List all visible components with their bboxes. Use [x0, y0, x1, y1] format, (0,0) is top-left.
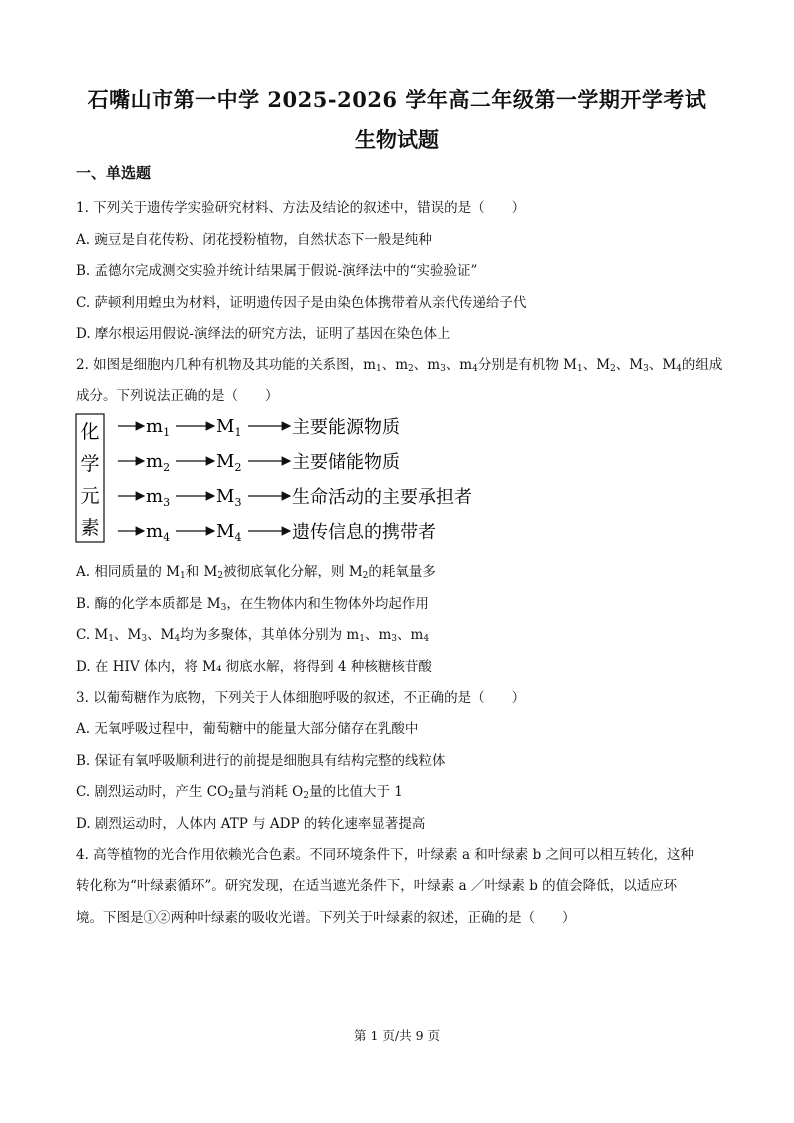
page-number: 第 1 页/共 9 页	[353, 1028, 440, 1043]
q4-stem-line1: 4. 高等植物的光合作用依赖光合色素。不同环境条件下，叶绿素 a 和叶绿素 b 之间可以相互转化，这种	[76, 847, 695, 863]
box-char-2: 学	[80, 453, 100, 475]
monomer-label: $m_3$	[146, 486, 171, 509]
polymer-label: $M_3$	[216, 486, 242, 509]
q4-stem-line2: 转化称为“叶绿素循环”。研究发现，在适当遮光条件下，叶绿素 a ／叶绿素 b 的值会降低，以适应环	[76, 878, 678, 894]
polymer-label: $M_2$	[216, 451, 242, 474]
q3-option-d: D. 剧烈运动时，人体内 ATP 与 ADP 的转化速率显著提高	[76, 816, 426, 832]
function-label: 遗传信息的携带者	[292, 522, 436, 543]
q1-option-d: D. 摩尔根运用假说-演绎法的研究方法，证明了基因在染色体上	[76, 326, 451, 342]
q2-option-a: A. 相同质量的 $M_1$和 $M_2$被彻底氧化分解，则 $M_2$的耗氧量多	[76, 564, 436, 581]
exam-title: 石嘴山市第一中学 2025-2026 学年高二年级第一学期开学考试	[87, 87, 707, 112]
box-char-1: 化	[80, 421, 100, 443]
q2-option-c: C. $M_1$、$M_3$、$M_4$均为多聚体，其单体分别为 $m_1$、$m_3$、$m_4$	[76, 627, 430, 644]
q2-stem-line2: 成分。下列说法正确的是（ ）	[76, 388, 279, 404]
exam-subtitle: 生物试题	[355, 127, 439, 152]
monomer-label: $m_1$	[146, 416, 171, 439]
q1-option-b: B. 孟德尔完成测交实验并统计结果属于假说-演绎法中的“实验验证”	[76, 263, 478, 279]
q2-diagram	[70, 408, 530, 548]
q3-option-b: B. 保证有氧呼吸顺利进行的前提是细胞具有结构完整的线粒体	[76, 753, 446, 769]
q1-option-c: C. 萨顿利用蝗虫为材料，证明遗传因子是由染色体携带着从亲代传递给子代	[76, 295, 527, 311]
box-char-3: 元	[80, 485, 100, 507]
monomer-label: $m_4$	[146, 521, 171, 544]
polymer-label: $M_4$	[216, 521, 242, 544]
q1-stem: 1. 下列关于遗传学实验研究材料、方法及结论的叙述中，错误的是（ ）	[76, 200, 526, 216]
q3-stem: 3. 以葡萄糖作为底物，下列关于人体细胞呼吸的叙述，不正确的是（ ）	[76, 690, 526, 706]
box-char-4: 素	[80, 517, 100, 539]
q3-option-c: C. 剧烈运动时，产生 $CO_2$量与消耗 $O_2$量的比值大于 1	[76, 784, 403, 801]
q3-option-a: A. 无氧呼吸过程中，葡萄糖中的能量大部分储存在乳酸中	[76, 721, 419, 737]
q1-option-a: A. 豌豆是自花传粉、闭花授粉植物，自然状态下一般是纯种	[76, 232, 432, 248]
section-heading: 一、单选题	[76, 164, 152, 182]
polymer-label: $M_1$	[216, 416, 242, 439]
q4-stem-line3: 境。下图是①②两种叶绿素的吸收光谱。下列关于叶绿素的叙述，正确的是（ ）	[76, 910, 576, 926]
function-label: 主要能源物质	[292, 417, 400, 438]
function-label: 主要储能物质	[292, 452, 400, 473]
q2-stem-line1: 2. 如图是细胞内几种有机物及其功能的关系图，$m_1$、$m_2$、$m_3$、$m_4$分别是有机物 $M_1$、$M_2$、$M_3$、$M_4$的组成	[76, 357, 723, 374]
function-label: 生命活动的主要承担者	[292, 487, 472, 508]
q2-option-b: B. 酶的化学本质都是 $M_3$，在生物体内和生物体外均起作用	[76, 596, 429, 613]
monomer-label: $m_2$	[146, 451, 171, 474]
q2-option-d: D. 在 HIV 体内，将 M₄ 彻底水解，将得到 4 种核糖核苷酸	[76, 659, 432, 675]
